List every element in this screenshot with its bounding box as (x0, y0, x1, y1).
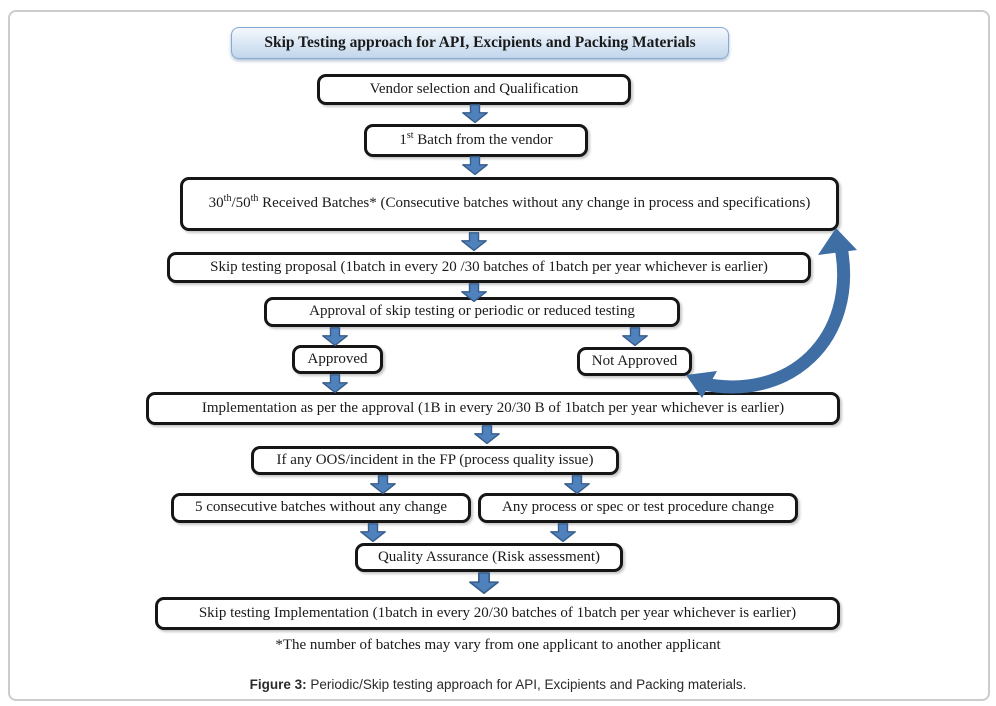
node-not-approved-label: Not Approved (591, 352, 678, 369)
node-vendor-selection-label: Vendor selection and Qualification (369, 80, 579, 97)
flowchart-title (231, 27, 729, 59)
node-process-change (478, 493, 798, 523)
node-five-batches-label: 5 consecutive batches without any change (195, 499, 447, 516)
node-received-batches-label: 30th/50th Received Batches* (Consecutive batches without any change in process and specifications) (208, 193, 811, 212)
node-quality-assurance-label: Quality Assurance (Risk assessment) (377, 548, 601, 565)
node-approval-label: Approval of skip testing or periodic or reduced testing (309, 303, 635, 320)
node-skip-testing-proposal-label: Skip testing proposal (1batch in every 20 /30 batches of 1batch per year whichever is earlier) (210, 258, 768, 275)
down-arrow-icon (461, 283, 487, 302)
figure-caption-text: Periodic/Skip testing approach for API, Excipients and Packing materials. (306, 677, 747, 692)
node-vendor-selection (317, 74, 631, 105)
down-arrow-icon (469, 571, 499, 595)
down-arrow-icon (474, 425, 500, 444)
down-arrow-icon (461, 232, 487, 251)
node-first-batch (364, 124, 588, 157)
down-arrow-icon (360, 523, 386, 542)
node-process-change-label: Any process or spec or test procedure change (502, 499, 774, 516)
figure-caption (0, 677, 996, 692)
down-arrow-icon (622, 327, 648, 346)
node-skip-testing-implementation-label: Skip testing Implementation (1batch in every 20/30 batches of 1batch per year whichever is earlier) (198, 604, 797, 621)
node-implementation-label: Implementation as per the approval (1B in every 20/30 B of 1batch per year whichever is earlier) (201, 399, 785, 416)
down-arrow-icon (550, 523, 576, 542)
node-approved (292, 345, 383, 374)
down-arrow-icon (462, 104, 488, 123)
down-arrow-icon (564, 475, 590, 494)
down-arrow-icon (370, 475, 396, 494)
node-approved-label: Approved (307, 350, 368, 367)
node-five-batches (171, 493, 471, 523)
down-arrow-icon (322, 374, 348, 393)
flowchart-title-label: Skip Testing approach for API, Excipients and Packing Materials (264, 34, 696, 51)
node-oos-incident (251, 446, 619, 475)
footnote: *The number of batches may vary from one applicant to another applicant (275, 637, 721, 653)
figure-caption-label: Figure 3: (249, 677, 307, 692)
node-oos-incident-label: If any OOS/incident in the FP (process quality issue) (276, 451, 594, 468)
down-arrow-icon (462, 156, 488, 175)
loop-back-arrow-icon (660, 215, 880, 415)
node-skip-testing-implementation (155, 597, 840, 630)
node-quality-assurance (355, 543, 623, 572)
down-arrow-icon (322, 327, 348, 346)
node-first-batch-label: 1st Batch from the vendor (399, 129, 553, 148)
